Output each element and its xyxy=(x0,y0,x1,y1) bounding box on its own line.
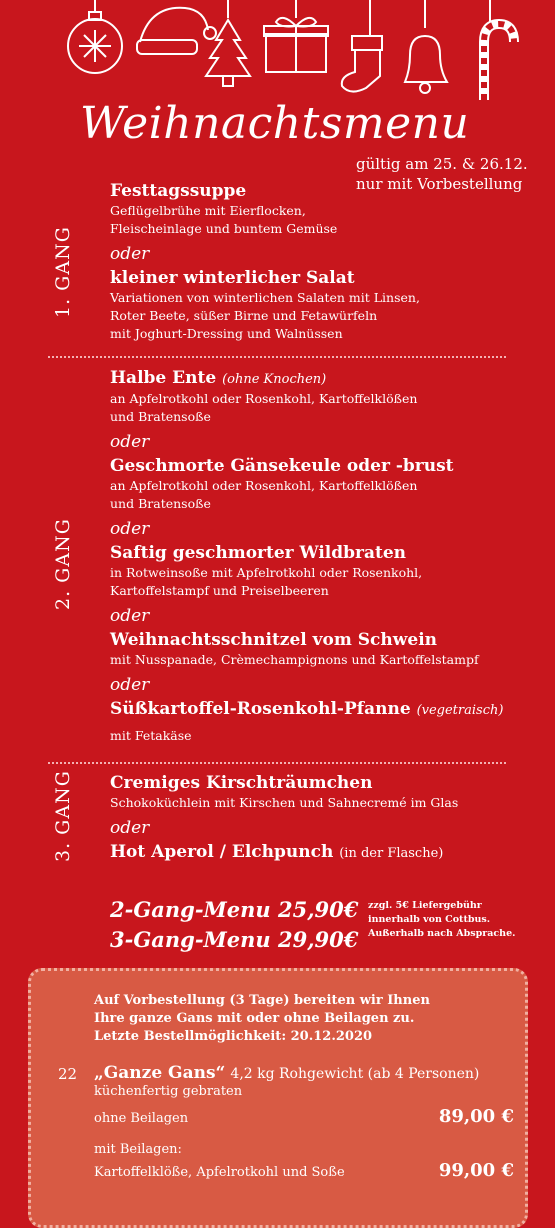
dish-name: Halbe Ente (ohne Knochen) xyxy=(110,368,327,388)
item-number: 22 xyxy=(58,1065,78,1083)
delivery-note: zzgl. 5€ Liefergebühr innerhalb von Cottbus. Außerhalb nach Absprache. xyxy=(368,900,516,939)
option-with-sides-heading: mit Beilagen: xyxy=(94,1142,182,1157)
stocking-icon xyxy=(342,0,382,92)
price: 99,00 € xyxy=(438,1160,514,1181)
dish-name: Hot Aperol / Elchpunch (in der Flasche) xyxy=(110,842,444,862)
dish-name: Weihnachtsschnitzel vom Schwein xyxy=(110,630,438,650)
separator-oder: oder xyxy=(110,244,150,264)
bauble-icon xyxy=(68,0,122,73)
dish-name: Süßkartoffel-Rosenkohl-Pfanne (vegetraisch) xyxy=(110,699,504,719)
goose-item: „Ganze Gans“ 4,2 kg Rohgewicht (ab 4 Personen) küchenfertig gebraten xyxy=(94,1063,480,1099)
gift-icon xyxy=(264,0,328,72)
course-1-section: Festtagssuppe Geflügelbrühe mit Eierflocken, Fleischeinlage und buntem Gemüse oder kleiner winterlicher Salat Variationen von winterlichen Salaten mit Linsen, Roter Beete, süßer Birne und Fetawürfeln mit Joghurt-Dressing und Walnüssen xyxy=(110,181,540,343)
dotted-divider xyxy=(48,356,506,358)
bell-icon xyxy=(405,0,447,93)
dish-name: Cremiges Kirschträumchen xyxy=(110,773,373,793)
candy-cane-icon xyxy=(484,0,514,100)
santa-hat-icon xyxy=(137,8,216,54)
tree-icon xyxy=(206,0,250,86)
dish-name: Saftig geschmorter Wildbraten xyxy=(110,543,407,563)
separator-oder: oder xyxy=(110,432,150,452)
dotted-divider xyxy=(48,762,506,764)
price-three-course: 3-Gang-Menu 29,90€ xyxy=(110,927,359,952)
separator-oder: oder xyxy=(110,606,150,626)
menu-prices xyxy=(110,895,358,955)
course-label-3: 3. GANG xyxy=(52,770,74,862)
dish-name: Geschmorte Gänsekeule oder -brust xyxy=(110,456,454,476)
validity-note: gültig am 25. & 26.12. nur mit Vorbestellung xyxy=(356,155,528,193)
option-with-sides: Kartoffelklöße, Apfelrotkohl und Soße 99,00 € xyxy=(94,1160,514,1181)
christmas-ornaments xyxy=(0,0,555,110)
course-label-2: 2. GANG xyxy=(52,518,74,610)
option-without-sides: ohne Beilagen 89,00 € xyxy=(94,1106,514,1127)
course-label-1: 1. GANG xyxy=(52,226,74,318)
price-two-course: 2-Gang-Menu 25,90€ xyxy=(110,897,359,922)
dish-name: Festtagssuppe xyxy=(110,181,247,201)
preorder-notice: Auf Vorbestellung (3 Tage) bereiten wir Ihnen Ihre ganze Gans mit oder ohne Beilagen zu. Letzte Bestellmöglichkeit: 20.12.2020 xyxy=(94,993,430,1044)
menu-title: Weihnachtsmenu xyxy=(80,98,470,149)
course-2-section: Halbe Ente (ohne Knochen) an Apfelrotkohl oder Rosenkohl, Kartoffelklößen und Bratensoße oder Geschmorte Gänsekeule oder -brust an Apfelrotkohl oder Rosenkohl, Kartoffelklößen und Bratensoße oder Saftig geschmorter Wildbraten in Rotweinsoße mit Apfelrotkohl oder Rosenkohl, Kartoffelstampf und Preiselbeeren oder Weihnachtsschnitzel vom Schwein mit Nusspanade, Crèmechampignons und Kartoffelstampf oder Süßkartoffel-Rosenkohl-Pfanne (vegetraisch) mit Fetakäse xyxy=(110,368,540,745)
dish-name: kleiner winterlicher Salat xyxy=(110,268,355,288)
course-3-section: Cremiges Kirschträumchen Schokoküchlein mit Kirschen und Sahnecremé im Glas oder Hot Aperol / Elchpunch (in der Flasche) xyxy=(110,773,540,864)
price: 89,00 € xyxy=(438,1106,514,1127)
separator-oder: oder xyxy=(110,818,150,838)
item-name: „Ganze Gans“ xyxy=(94,1063,226,1083)
separator-oder: oder xyxy=(110,675,150,695)
separator-oder: oder xyxy=(110,519,150,539)
